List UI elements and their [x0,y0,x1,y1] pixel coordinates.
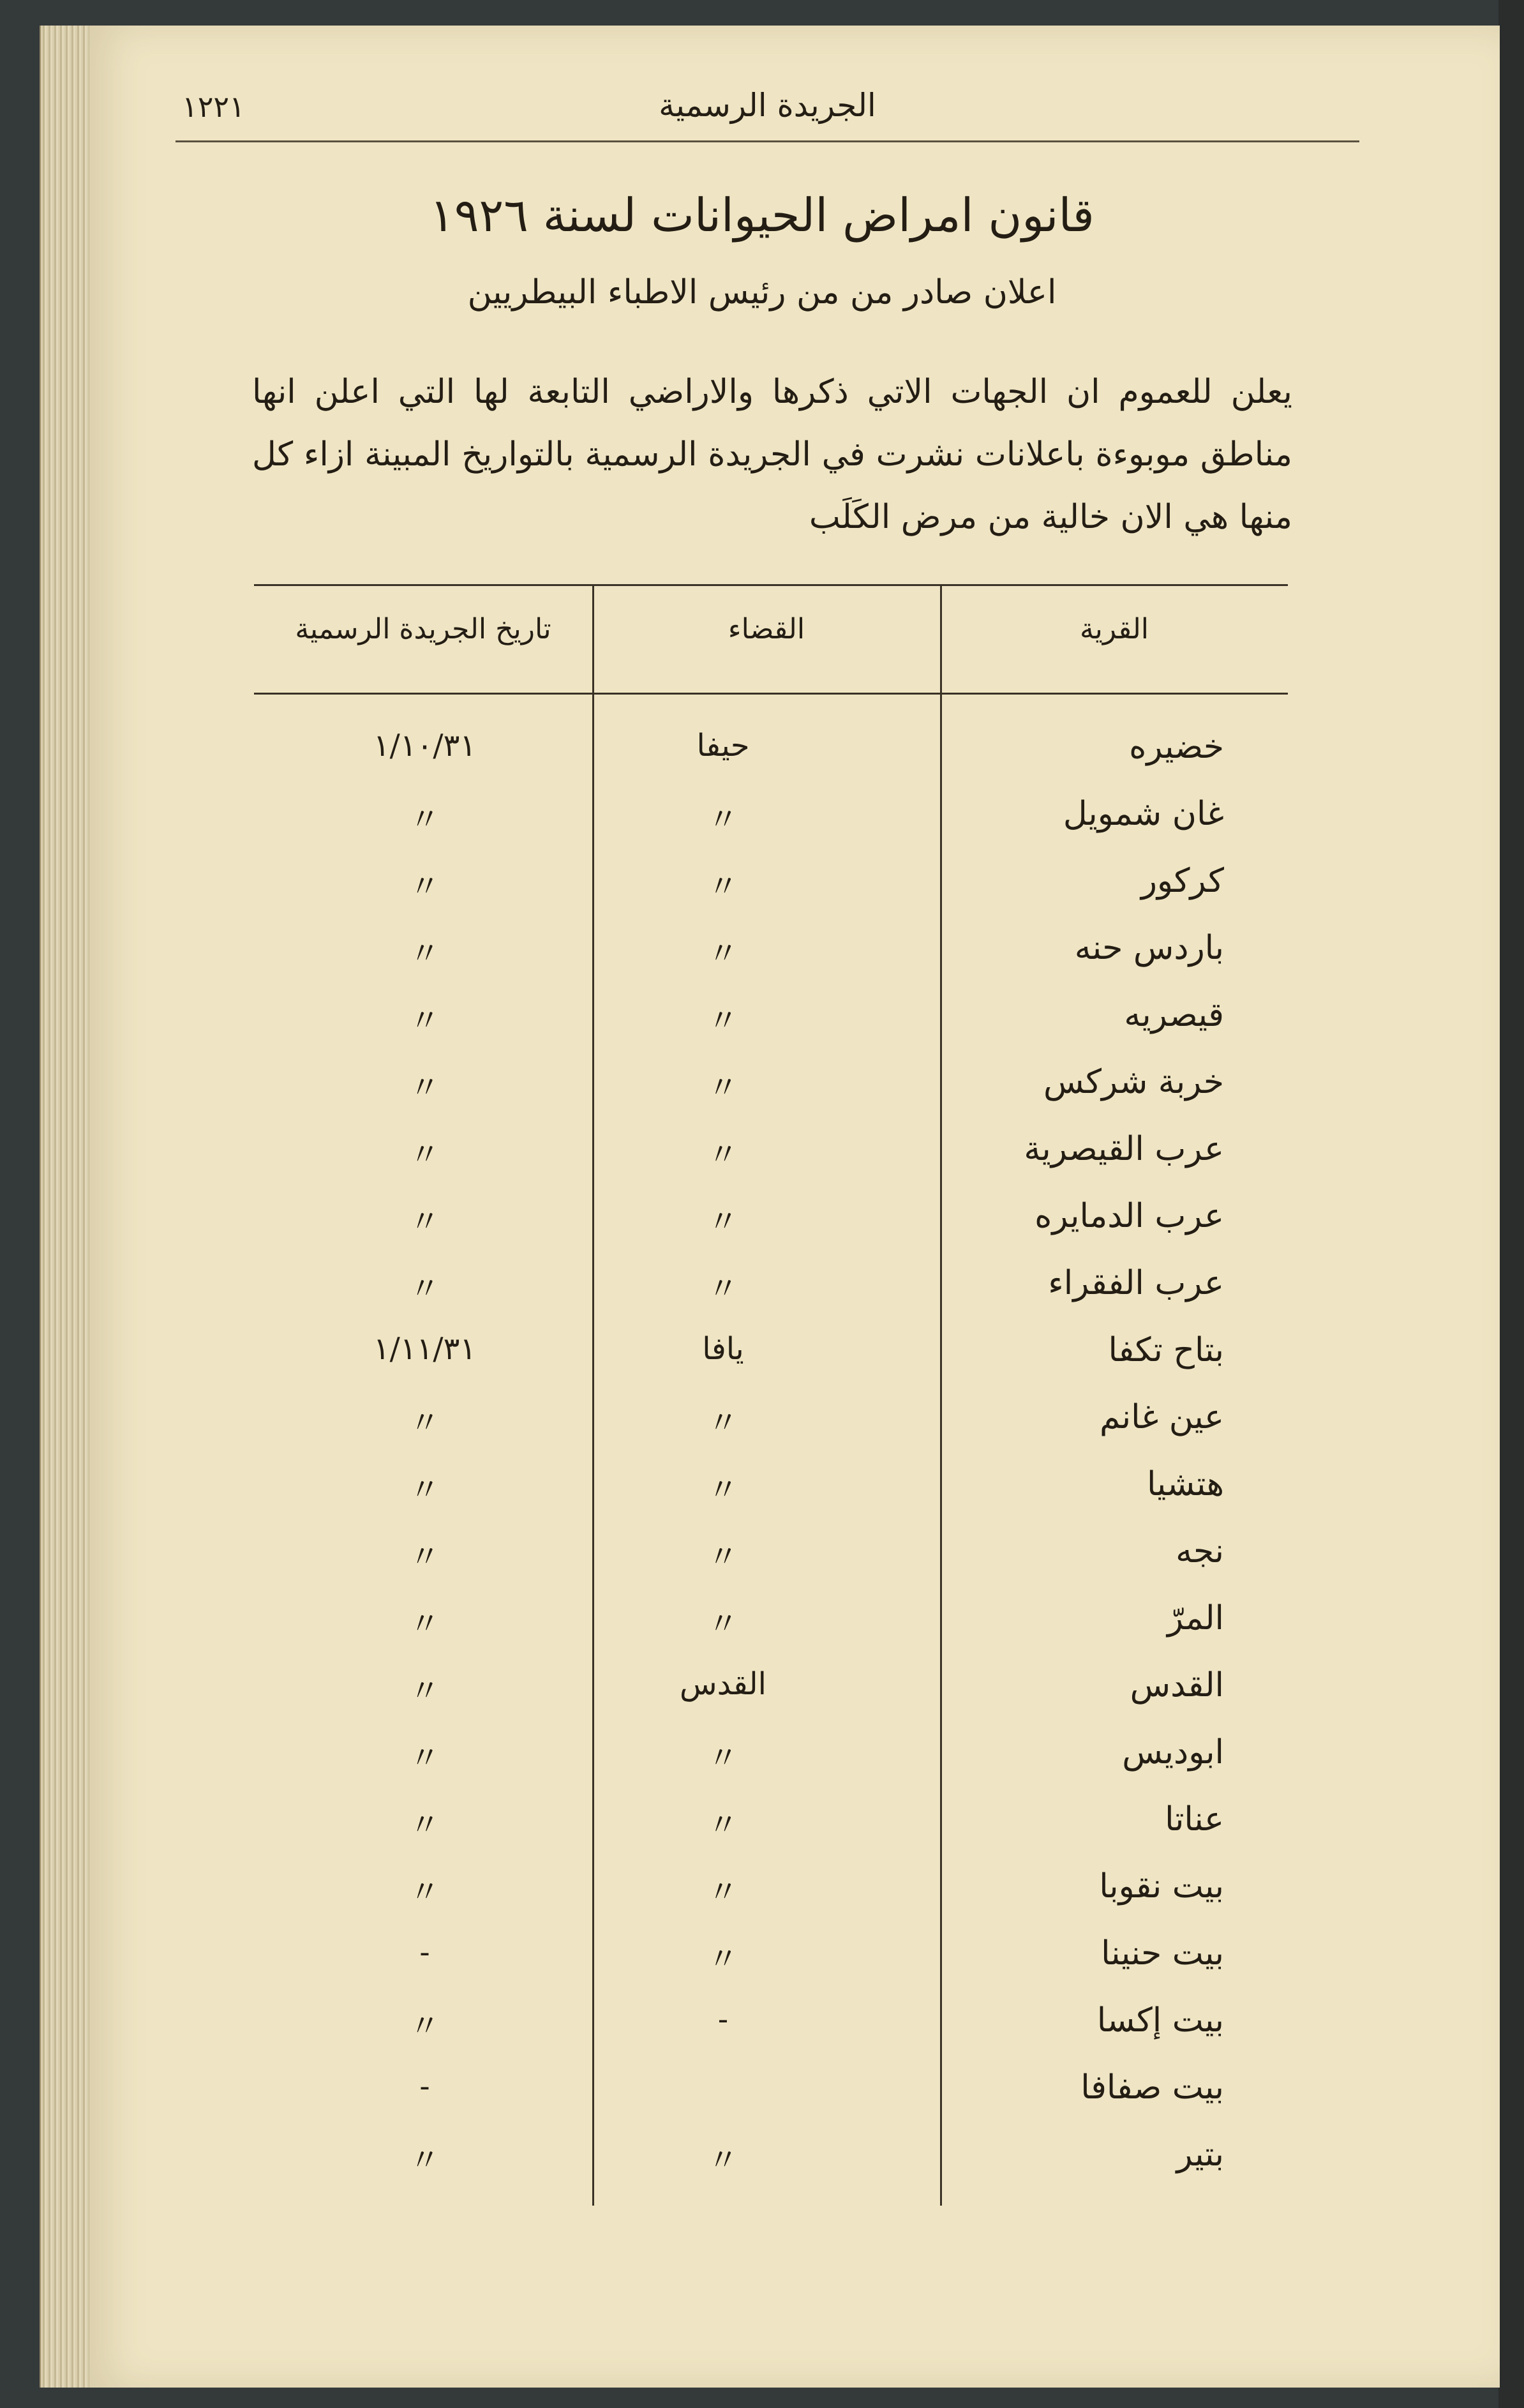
running-title: الجريدة الرسمية [659,87,876,124]
date-cell: - [419,2068,430,2104]
date-cell: 〃 [409,1673,440,1709]
village-cell: بتاح تكفا [1108,1331,1224,1369]
date-cell: 〃 [409,1740,440,1776]
district-cell: 〃 [707,1137,738,1173]
village-cell: عرب القيصرية [1024,1130,1224,1168]
village-cell: بتير [1176,2135,1224,2174]
date-cell: 〃 [409,1606,440,1642]
district-cell: 〃 [707,1003,738,1039]
village-cell: بيت صفافا [1080,2068,1224,2107]
table-row [254,1867,1288,1934]
table-row [254,1264,1288,1330]
district-cell: 〃 [707,1472,738,1508]
village-cell: المرّ [1167,1599,1224,1637]
district-cell: 〃 [707,1271,738,1307]
date-cell: 〃 [409,1874,440,1910]
table-row [254,2068,1288,2135]
village-cell: عرب الفقراء [1048,1264,1224,1302]
table-row [254,996,1288,1062]
district-cell: - [717,2001,729,2037]
district-cell: يافا [702,1331,744,1367]
table-row [254,929,1288,995]
date-cell: - [419,1934,430,1970]
table-row [254,1733,1288,1800]
date-cell: 〃 [409,1472,440,1508]
book-cover-right [1498,0,1524,2408]
date-cell: 〃 [409,2008,440,2044]
village-cell: نجه [1176,1532,1224,1570]
village-cell: باردس حنه [1074,929,1224,967]
village-cell: غان شمويل [1063,795,1224,833]
district-cell: 〃 [707,936,738,972]
village-cell: بيت حنينا [1101,1934,1224,1973]
district-cell: 〃 [707,1539,738,1575]
table-top-rule [254,584,1288,586]
date-cell: ١/١٠/٣١ [373,728,477,764]
page-number: ١٢٢١ [182,89,245,124]
table-row [254,1800,1288,1867]
table-row [254,1532,1288,1599]
date-cell: 〃 [409,1137,440,1173]
district-cell: 〃 [707,1740,738,1776]
date-cell: 〃 [409,802,440,838]
village-cell: هتشيا [1146,1465,1224,1503]
table-row [254,1063,1288,1129]
date-cell: 〃 [409,1070,440,1106]
table-row [254,1465,1288,1531]
notice-body: يعلن للعموم ان الجهات الاتي ذكرها والاراضي التابعة لها التي اعلن انها مناطق موبوءة باعلانات نشرت في الجريدة الرسمية بالتواريخ المبينة ازاء كل منها هي الان خالية من مرض الكَلَب [252,373,1292,536]
village-cell: خضيره [1129,728,1224,766]
date-cell: 〃 [409,869,440,905]
date-cell: 〃 [409,1405,440,1441]
table-row [254,2135,1288,2202]
table-row [254,1130,1288,1196]
table-row [254,1599,1288,1666]
date-cell: ١/١١/٣١ [373,1331,477,1367]
village-cell: كركور [1140,862,1224,900]
table-row [254,1666,1288,1733]
table-row [254,728,1288,794]
date-cell: 〃 [409,2142,440,2178]
table-row [254,862,1288,928]
district-cell: القدس [679,1666,767,1702]
village-cell: ابوديس [1122,1733,1224,1772]
table-row [254,1197,1288,1263]
district-cell: 〃 [707,869,738,905]
date-cell: 〃 [409,1003,440,1039]
village-cell: القدس [1130,1666,1224,1704]
district-cell: 〃 [707,1204,738,1240]
page-edges [40,26,93,2388]
village-cell: بيت نقوبا [1099,1867,1224,1906]
table-header-rule [254,693,1288,695]
district-cell: 〃 [707,1070,738,1106]
village-cell: بيت إكسا [1096,2001,1224,2040]
column-header-district: القضاء [728,613,805,645]
table-row [254,1398,1288,1464]
district-cell: 〃 [707,1941,738,1977]
table-row [254,1331,1288,1397]
district-cell: 〃 [707,2142,738,2178]
village-cell: خربة شركس [1043,1063,1224,1101]
district-cell: حيفا [696,728,750,764]
district-cell: 〃 [707,1405,738,1441]
district-cell: 〃 [707,1606,738,1642]
notice-subtitle: اعلان صادر من من رئيس الاطباء البيطريين [467,273,1057,312]
date-cell: 〃 [409,1204,440,1240]
date-cell: 〃 [409,1539,440,1575]
running-header [176,83,1359,142]
column-header-village: القرية [1079,613,1149,645]
village-cell: عرب الدمايره [1035,1197,1224,1235]
table-row [254,2001,1288,2068]
table-row [254,795,1288,861]
notice-title: قانون امراض الحيوانات لسنة ١٩٢٦ [430,188,1094,242]
date-cell: 〃 [409,936,440,972]
district-cell: 〃 [707,802,738,838]
village-cell: عناتا [1165,1800,1224,1839]
village-cell: عين غانم [1100,1398,1224,1436]
date-cell: 〃 [409,1271,440,1307]
table-row [254,1934,1288,2001]
village-cell: قيصريه [1124,996,1224,1034]
column-header-date: تاريخ الجريدة الرسمية [295,613,551,645]
district-cell: 〃 [707,1807,738,1843]
date-cell: 〃 [409,1807,440,1843]
district-cell: 〃 [707,1874,738,1910]
